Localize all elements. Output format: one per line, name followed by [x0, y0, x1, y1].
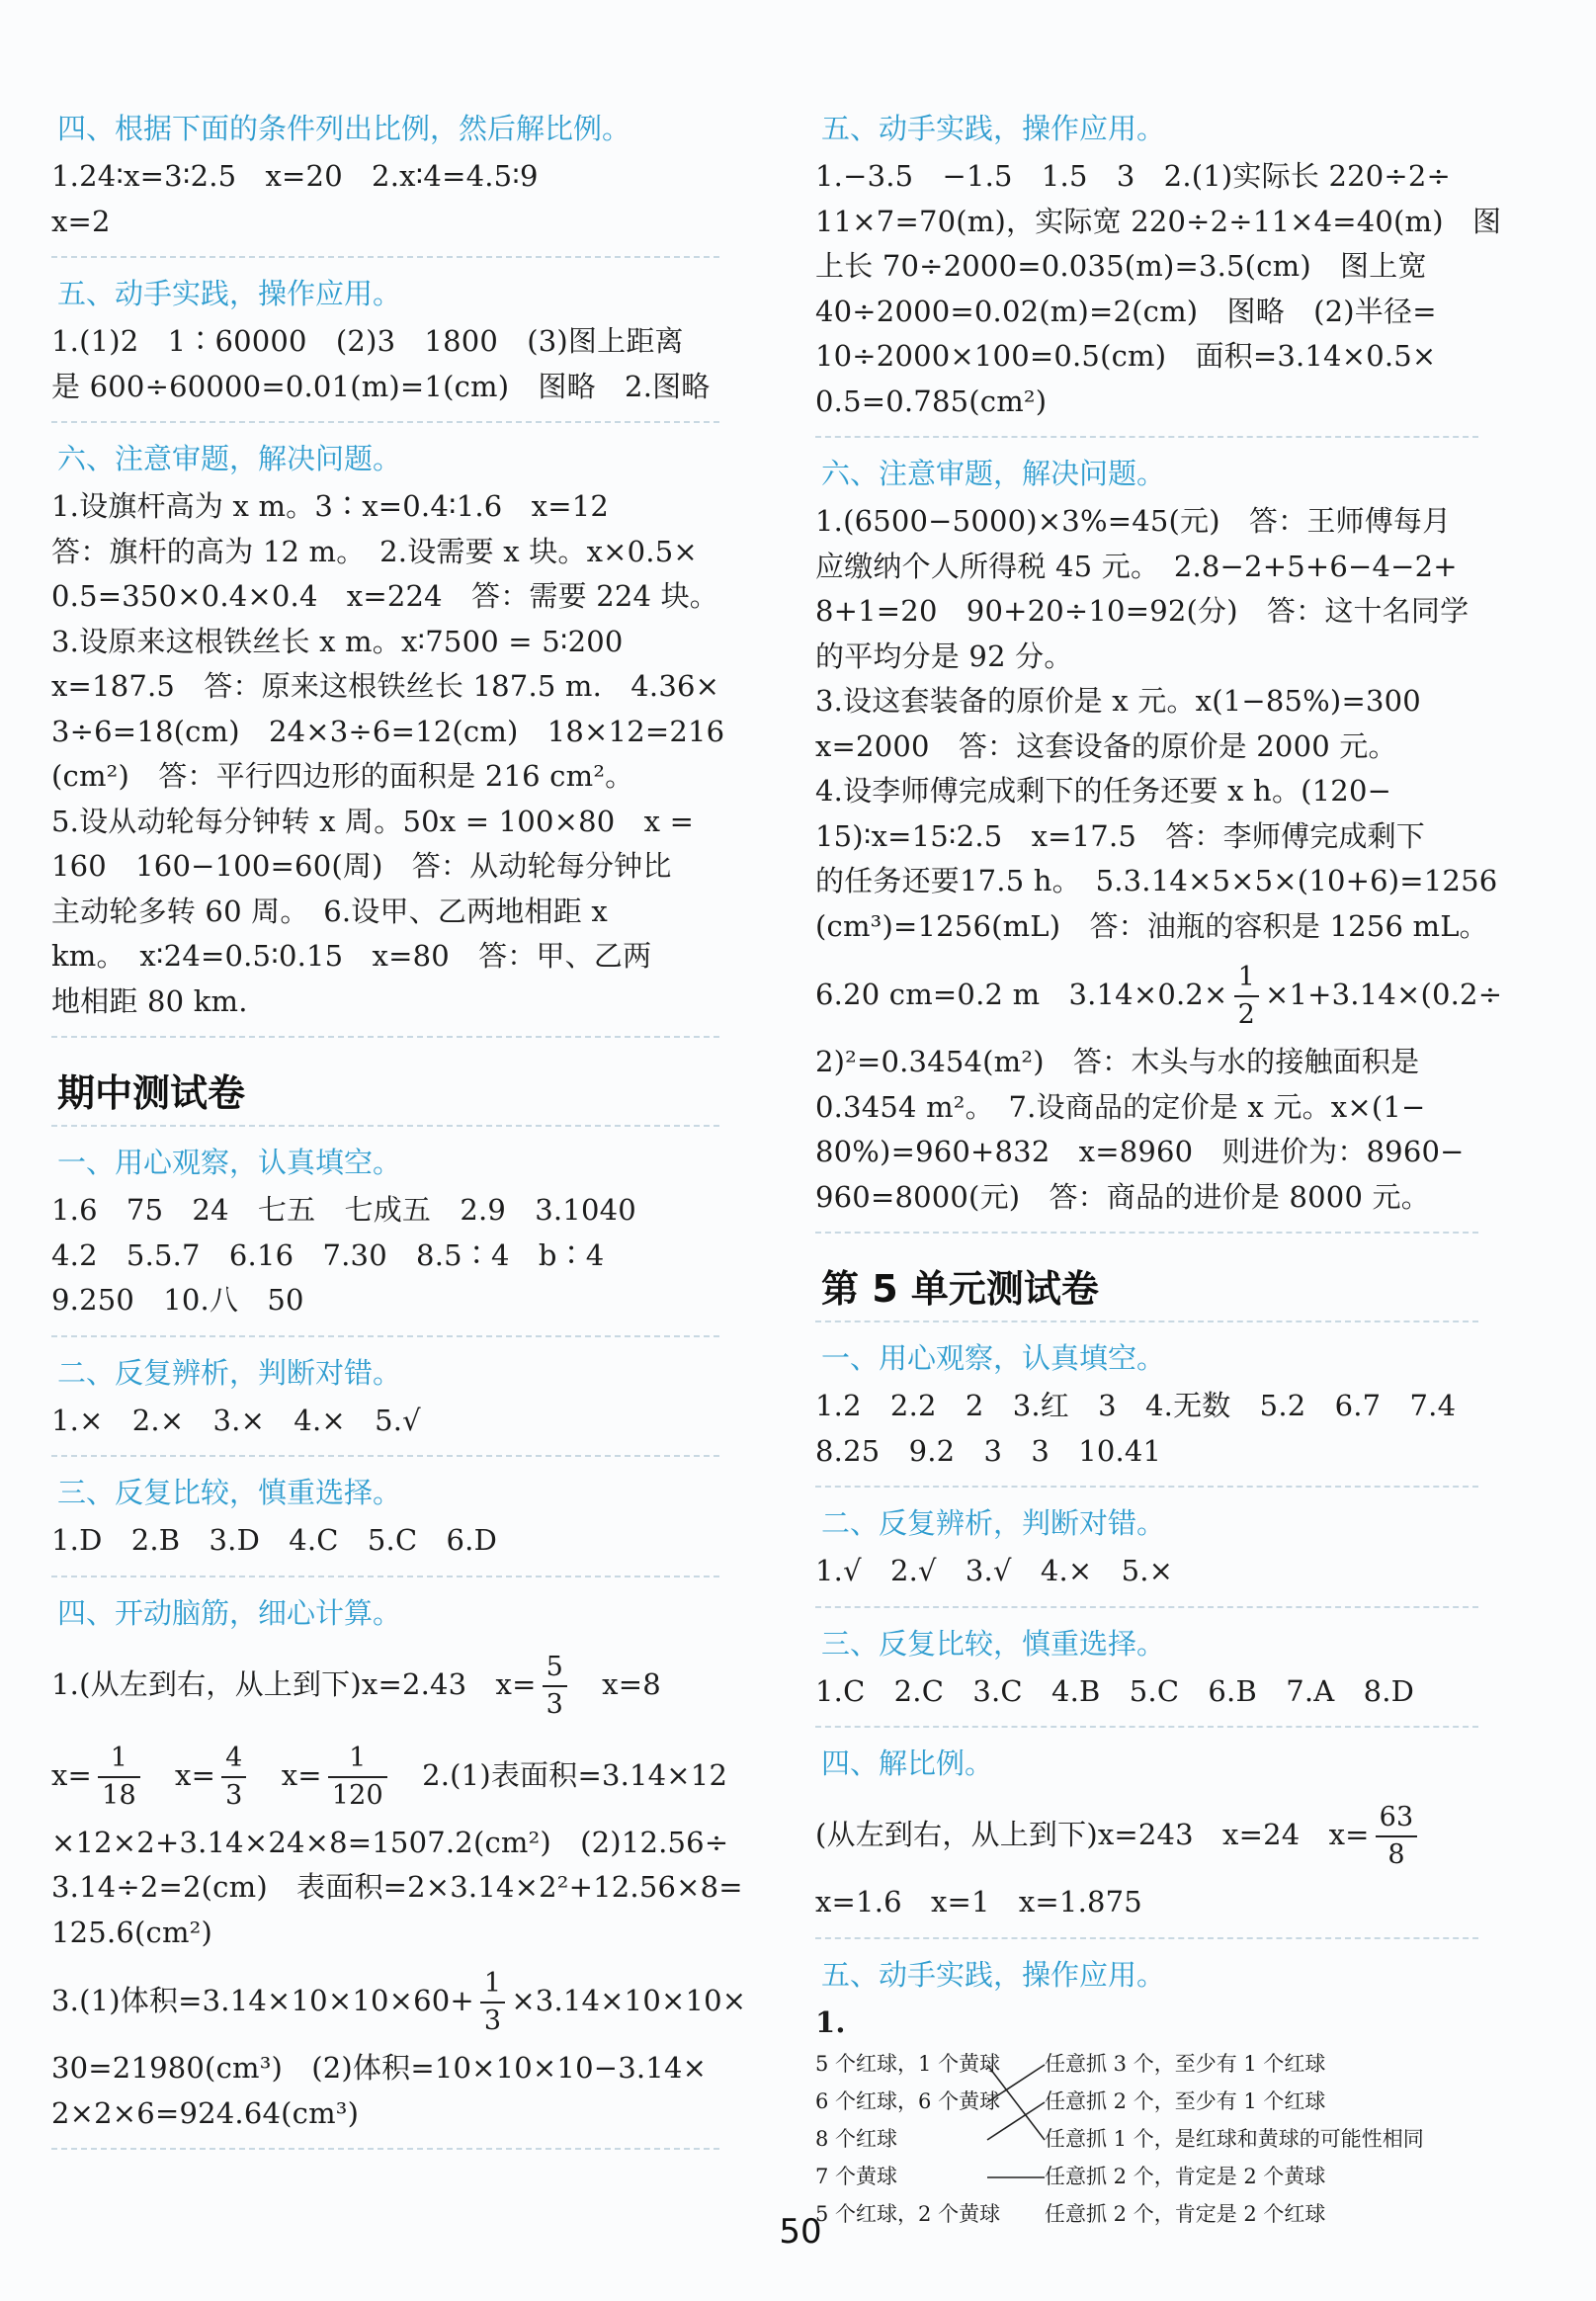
section-problem-solving-r	[815, 452, 1503, 1220]
answer-line: x=1.6 x=1 x=1.875	[815, 1885, 1142, 1918]
unit5-section-hands-on	[815, 1953, 1492, 2238]
text-run: x=	[51, 1757, 93, 1792]
question-number: 1.	[815, 2004, 846, 2039]
divider	[51, 1455, 719, 1457]
answer-line: 1.C 2.C 3.C 4.B 5.C 6.B 7.A 8.D	[815, 1673, 1415, 1708]
answer-line: 5.设从动轮每分钟转 x 周。50x = 100×80 x =	[51, 804, 695, 838]
answer-line: 的平均分是 92 分。	[815, 639, 1073, 673]
divider	[815, 1232, 1478, 1234]
fraction-numerator: 4	[221, 1741, 246, 1778]
fraction-numerator: 1	[98, 1741, 140, 1778]
answer-line: 10÷2000×100=0.5(cm) 面积=3.14×0.5×	[815, 339, 1437, 373]
right-item: 任意抓 2 个，肯定是 2 个黄球	[1045, 2165, 1326, 2188]
divider	[51, 256, 719, 258]
text-run: ×1+3.14×(0.2÷	[1264, 978, 1503, 1011]
section-heading: 四、解比例。	[821, 1747, 994, 1780]
section-heading: 一、用心观察，认真填空。	[821, 1341, 1166, 1375]
fraction	[480, 1966, 505, 2039]
answer-line: 3.设原来这根铁丝长 x m。x∶7500 = 5∶200	[51, 624, 624, 658]
answer-line	[51, 1955, 747, 2046]
section-heading: 五、动手实践，操作应用。	[57, 277, 402, 310]
section-heading: 四、根据下面的条件列出比例，然后解比例。	[57, 112, 631, 145]
text-run: (从左到右，从上到下)x=243 x=24 x=	[815, 1818, 1370, 1851]
answer-line: 960=8000(元) 答：商品的进价是 8000 元。	[815, 1179, 1430, 1214]
unit5-section-choice	[815, 1622, 1492, 1715]
fraction-denominator: 3	[546, 1688, 563, 1720]
answer-line: 8.25 9.2 3 3 10.41	[815, 1433, 1162, 1468]
answer-line: 是 600÷60000=0.01(m)=1(cm) 图略 2.图略	[51, 369, 711, 403]
section-ratio-equations	[51, 107, 733, 244]
unit5-section-proportion	[815, 1742, 1492, 1925]
divider	[51, 1036, 719, 1038]
section-hands-on-r	[815, 107, 1502, 424]
answer-line: 2)²=0.3454(m²) 答：木头与水的接触面积是	[815, 1045, 1420, 1078]
answer-line: 80%)=960+832 x=8960 则进价为：8960−	[815, 1135, 1465, 1168]
answer-line: 应缴纳个人所得税 45 元。 2.8−2+5+6−4−2+	[815, 549, 1458, 583]
unit5-section-fill-blanks	[815, 1336, 1492, 1474]
answer-line: 125.6(cm²)	[51, 1915, 213, 1949]
section-heading: 五、动手实践，操作应用。	[821, 112, 1166, 145]
fraction	[98, 1741, 140, 1814]
fraction-numerator: 1	[1234, 960, 1259, 997]
text-run: x=	[281, 1757, 322, 1792]
answer-line: 1.(6500−5000)×3%=45(元) 答：王师傅每月	[815, 504, 1452, 538]
left-item: 7 个黄球	[815, 2165, 898, 2188]
left-item: 5 个红球，1 个黄球	[815, 2052, 1001, 2076]
divider	[51, 421, 719, 423]
answer-line: 1.D 2.B 3.D 4.C 5.C 6.D	[51, 1523, 498, 1557]
mid-section-choice	[51, 1471, 733, 1564]
answer-line: (cm²) 答：平行四边形的面积是 216 cm²。	[51, 759, 634, 793]
answer-line: x=2	[51, 204, 111, 238]
divider	[51, 1335, 719, 1337]
answer-line: x=187.5 答：原来这根铁丝长 187.5 m. 4.36×	[51, 669, 720, 703]
fraction-numerator: 1	[328, 1741, 387, 1778]
section-hands-on	[51, 272, 733, 409]
fraction-numerator: 63	[1376, 1800, 1418, 1837]
text-run: x=	[175, 1757, 216, 1792]
mid-section-calculation	[51, 1591, 747, 2137]
answer-line: 4.2 5.5.7 6.16 7.30 8.5∶4 b∶4	[51, 1237, 605, 1272]
section-heading: 一、用心观察，认真填空。	[57, 1146, 402, 1179]
right-item: 任意抓 2 个，肯定是 2 个红球	[1045, 2202, 1326, 2226]
answer-line: 主动轮多转 60 周。 6.设甲、乙两地相距 x	[51, 894, 608, 928]
left-column	[51, 107, 747, 2156]
answer-line	[815, 949, 1503, 1040]
text-run: x=8	[602, 1666, 661, 1701]
right-item: 任意抓 3 个，至少有 1 个红球	[1045, 2052, 1326, 2076]
answer-line: 2×2×6=924.64(cm³)	[51, 2095, 360, 2130]
answer-line: 上长 70÷2000=0.035(m)=3.5(cm) 图上宽	[815, 249, 1427, 283]
answer-line: 1.2 2.2 2 3.红 3 4.无数 5.2 6.7 7.4	[815, 1389, 1457, 1422]
section-heading: 六、注意审题，解决问题。	[821, 457, 1166, 490]
text-run: ×3.14×10×10×	[511, 1984, 747, 2017]
answer-line: 1.6 75 24 七五 七成五 2.9 3.1040	[51, 1193, 636, 1227]
matching-diagram	[815, 2049, 1497, 2237]
answer-line	[51, 1639, 733, 1730]
answer-line	[815, 1789, 1492, 1880]
fraction-numerator: 5	[543, 1650, 567, 1687]
answer-line: 1.设旗杆高为 x m。3∶x=0.4∶1.6 x=12	[51, 489, 610, 523]
answer-line: (cm³)=1256(mL) 答：油瓶的容积是 1256 mL。	[815, 908, 1488, 943]
answer-line: 1.−3.5 −1.5 1.5 3 2.(1)实际长 220÷2÷	[815, 159, 1452, 193]
midterm-test-title: 期中测试卷	[57, 1071, 246, 1115]
fraction	[543, 1650, 567, 1723]
answer-line: 0.5=350×0.4×0.4 x=224 答：需要 224 块。	[51, 579, 719, 613]
divider	[815, 1606, 1478, 1608]
mid-section-true-false	[51, 1351, 733, 1444]
answer-line: 40÷2000=0.02(m)=2(cm) 图略 (2)半径=	[815, 294, 1437, 328]
unit5-section-true-false	[815, 1501, 1492, 1594]
answer-line: 9.250 10.八 50	[51, 1283, 304, 1317]
fraction-numerator: 1	[480, 1966, 505, 2003]
text-run: 6.20 cm=0.2 m 3.14×0.2×	[815, 978, 1228, 1011]
answer-line: 8+1=20 90+20÷10=92(分) 答：这十名同学	[815, 594, 1470, 628]
divider	[815, 1937, 1478, 1939]
fraction-denominator: 120	[331, 1779, 383, 1811]
answer-line: 1.(1)2 1∶60000 (2)3 1800 (3)图上距离	[51, 324, 684, 358]
page-number: 50	[779, 2212, 822, 2252]
right-item: 任意抓 2 个，至少有 1 个红球	[1045, 2089, 1326, 2113]
fraction-denominator: 2	[1237, 999, 1255, 1030]
section-heading: 二、反复辨析，判断对错。	[821, 1506, 1166, 1540]
left-item: 8 个红球	[815, 2127, 898, 2151]
answer-line: 30=21980(cm³) (2)体积=10×10×10−3.14×	[51, 2051, 708, 2085]
answer-line: 地相距 80 km.	[51, 983, 248, 1018]
answer-line: 160 160−100=60(周) 答：从动轮每分钟比	[51, 849, 672, 883]
fraction	[1376, 1800, 1418, 1873]
divider	[815, 1486, 1478, 1488]
divider	[51, 1576, 719, 1577]
right-column	[815, 107, 1503, 2237]
section-heading: 五、动手实践，操作应用。	[821, 1957, 1166, 1992]
answer-line: 11×7=70(m)，实际宽 220÷2÷11×4=40(m) 图	[815, 204, 1502, 238]
section-heading: 三、反复比较，慎重选择。	[821, 1626, 1166, 1661]
section-problem-solving	[51, 437, 733, 1024]
fraction	[1234, 960, 1259, 1033]
answer-line: 1.√ 2.√ 3.√ 4.× 5.×	[815, 1554, 1174, 1587]
answer-line: 答：旗杆的高为 12 m。 2.设需要 x 块。x×0.5×	[51, 534, 698, 568]
divider	[51, 2148, 719, 2150]
divider	[51, 1125, 719, 1127]
text-run: 2.(1)表面积=3.14×12	[422, 1757, 728, 1792]
fraction-denominator: 18	[102, 1779, 136, 1811]
answer-line: 3÷6=18(cm) 24×3÷6=12(cm) 18×12=216	[51, 714, 725, 748]
answer-line: 的任务还要17.5 h。 5.3.14×5×5×(10+6)=1256	[815, 864, 1498, 897]
fraction	[221, 1741, 246, 1814]
answer-line: 1.× 2.× 3.× 4.× 5.√	[51, 1403, 421, 1437]
text-run: 1.(从左到右，从上到下)x=2.43 x=	[51, 1666, 537, 1701]
answer-line: 1.24∶x=3∶2.5 x=20 2.x∶4=4.5∶9	[51, 159, 539, 193]
answer-line: x=2000 答：这套设备的原价是 2000 元。	[815, 728, 1397, 763]
answer-line: 0.5=0.785(cm²)	[815, 384, 1048, 418]
divider	[815, 1321, 1478, 1322]
fraction-denominator: 3	[483, 2005, 502, 2036]
section-heading: 二、反复辨析，判断对错。	[57, 1355, 402, 1390]
fraction-denominator: 3	[225, 1779, 243, 1811]
right-item: 任意抓 1 个，是红球和黄球的可能性相同	[1045, 2127, 1424, 2151]
answer-line: 0.3454 m²。 7.设商品的定价是 x 元。x×(1−	[815, 1089, 1426, 1124]
answer-line: 3.14÷2=2(cm) 表面积=2×3.14×2²+12.56×8=	[51, 1870, 743, 1904]
section-heading: 三、反复比较，慎重选择。	[57, 1476, 402, 1509]
divider	[815, 1726, 1478, 1728]
divider	[815, 436, 1478, 438]
left-item: 6 个红球，6 个黄球	[815, 2089, 1001, 2113]
left-item: 5 个红球，2 个黄球	[815, 2202, 1001, 2226]
fraction-denominator: 8	[1387, 1839, 1405, 1870]
answer-line	[51, 1730, 733, 1821]
section-heading: 六、注意审题，解决问题。	[57, 442, 402, 475]
answer-line: 3.设这套装备的原价是 x 元。x(1−85%)=300	[815, 684, 1421, 718]
section-heading: 四、开动脑筋，细心计算。	[57, 1595, 402, 1630]
answer-line: 4.设李师傅完成剩下的任务还要 x h。(120−	[815, 774, 1392, 808]
mid-section-fill-blanks	[51, 1141, 733, 1323]
answer-line: 15)∶x=15∶2.5 x=17.5 答：李师傅完成剩下	[815, 818, 1426, 853]
unit5-test-title: 第 5 单元测试卷	[821, 1267, 1099, 1311]
fraction	[328, 1741, 387, 1814]
answer-line: km。 x∶24=0.5∶0.15 x=80 答：甲、乙两	[51, 939, 652, 973]
answer-line: ×12×2+3.14×24×8=1507.2(cm²) (2)12.56÷	[51, 1825, 729, 1859]
text-run: 3.(1)体积=3.14×10×10×60+	[51, 1984, 474, 2017]
